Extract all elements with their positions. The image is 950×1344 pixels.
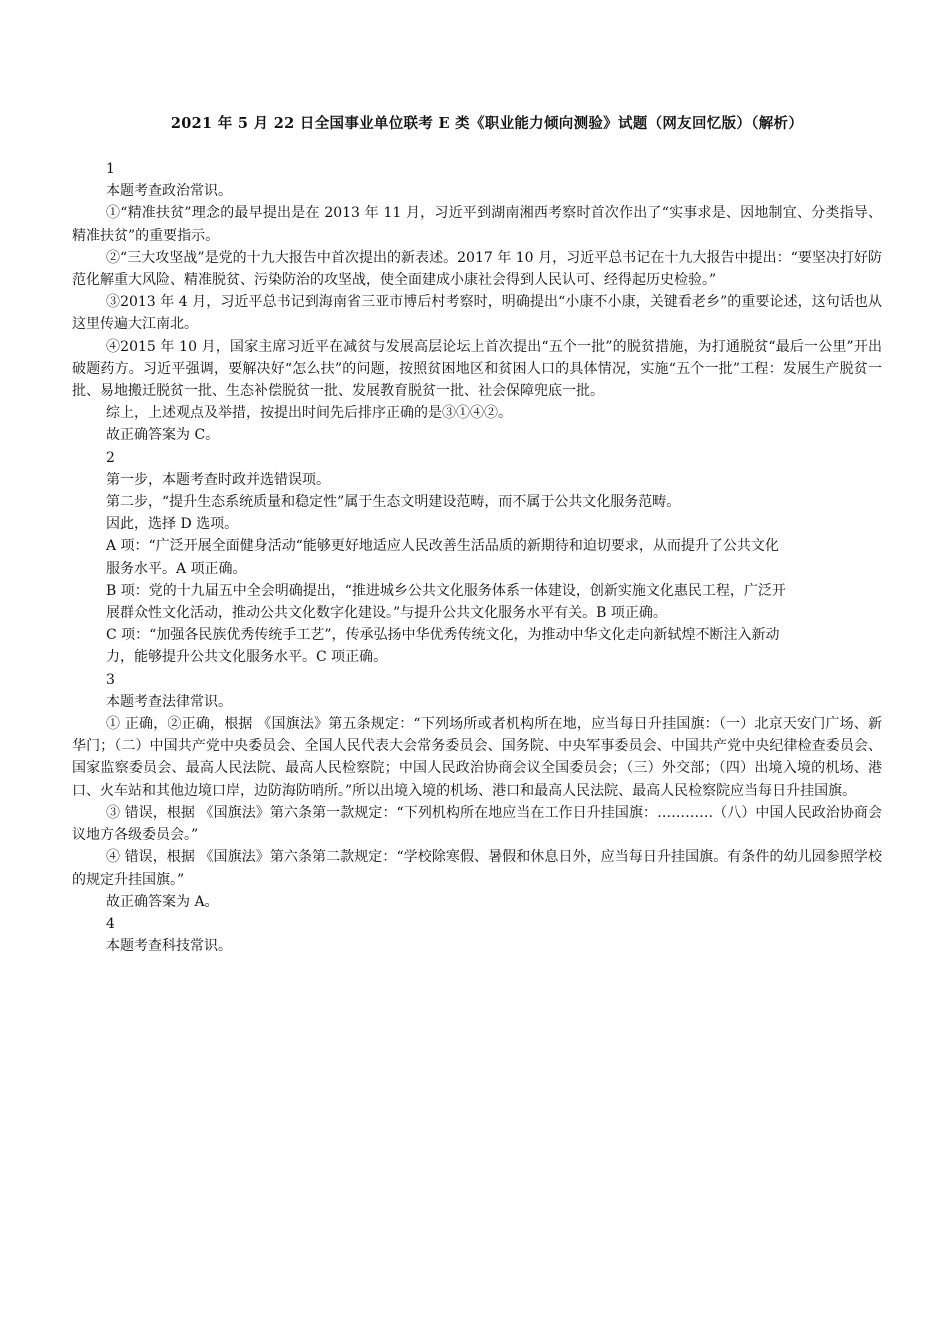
question-number: 4 [106, 915, 115, 932]
paragraph: ① 正确，②正确，根据 《国旗法》第五条规定：“下列场所或者机构所在地，应当每日升挂国旗：（一）北京天安门广场、新华门；（二）中国共产党中央委员会、全国人民代表大会常务委员会、国务院、中央军事委员会、中国共产党中央纪律检查委员会、国家监察委员会、最高人民法院、最高人民检察院；中国人民政治协商会议全国委员会；（三）外交部；（四）出境入境的机场、港口、火车站和其他边境口岸，边防海防哨所。”所以出境入境的机场、港口和最高人民法院、最高人民检察院应当每日升挂国旗。 [72, 716, 882, 799]
paragraph: ①“精准扶贫”理念的最早提出是在 2013 年 11 月，习近平到湖南湘西考察时首次作出了“实事求是、因地制宜、分类指导、精准扶贫”的重要指示。 [72, 205, 882, 244]
question-number: 1 [106, 161, 115, 177]
paragraph: ④ 错误，根据 《国旗法》第六条第二款规定：“学校除寒假、暑假和休息日外，应当每日升挂国旗。有条件的幼儿园参照学校的规定升挂国旗。” [72, 849, 882, 888]
paragraph: ④2015 年 10 月，国家主席习近平在减贫与发展高层论坛上首次提出“五个一批”的脱贫措施，为打通脱贫“最后一公里”开出破题药方。习近平强调，要解决好“怎么扶”的问题，按照贫困地区和贫困人口的具体情况，实施“五个一批”工程：发展生产脱贫一批、易地搬迁脱贫一批、生态补偿脱贫一批、发展教育脱贫一批、社会保障兜底一批。 [72, 338, 882, 400]
document-body [72, 158, 882, 957]
paragraph: 本题考查科技常识。 [106, 938, 232, 955]
answer-line: 故正确答案为 C。 [106, 427, 220, 444]
paragraph: 第二步，“提升生态系统质量和稳定性”属于生态文明建设范畴，而不属于公共文化服务范畴。 [106, 494, 681, 511]
paragraph: 因此，选择 D 选项。 [106, 516, 239, 533]
paragraph: ③ 错误，根据 《国旗法》第六条第一款规定：“下列机构所在地应当在工作日升挂国旗：…………（八）中国人民政治协商会议地方各级委员会。” [72, 804, 882, 844]
option-b-continuation: 展群众性文化活动，推动公共文化数字化建设。”与提升公共文化服务水平有关。B 项正确。 [106, 605, 667, 622]
option-a-line: A 项：“广泛开展全面健身活动“能够更好地适应人民改善生活品质的新期待和迫切要求，从而提升了公共文化 [106, 538, 779, 555]
document-title: 2021 年 5 月 22 日全国事业单位联考 E 类《职业能力倾向测验》试题（网友回忆版）（解析） [170, 115, 804, 132]
paragraph: ②“三大攻坚战”是党的十九大报告中首次提出的新表述。2017 年 10 月，习近平总书记在十九大报告中提出：“要坚决打好防范化解重大风险、精准脱贫、污染防治的攻坚战，使全面建成小康社会得到人民认可、经得起历史检验。” [72, 249, 882, 289]
question-number: 2 [106, 449, 115, 466]
paragraph: 本题考查法律常识。 [106, 693, 232, 710]
option-b-line: B 项：党的十九届五中全会明确提出，“推进城乡公共文化服务体系一体建设，创新实施文化惠民工程，广泛开 [106, 582, 786, 599]
answer-line: 故正确答案为 A。 [106, 893, 219, 910]
paragraph: ③2013 年 4 月，习近平总书记到海南省三亚市博后村考察时，明确提出“小康不小康，关键看老乡”的重要论述，这句话也从这里传遍大江南北。 [72, 294, 882, 333]
option-c-line: C 项：“加强各民族优秀传统手工艺”，传承弘扬中华优秀传统文化，为推动中华文化走向新轼煌不断注入新动 [106, 627, 780, 644]
question-number: 3 [106, 671, 115, 688]
option-a-continuation: 服务水平。A 项正确。 [106, 560, 247, 577]
paragraph: 综上，上述观点及举措，按提出时间先后排序正确的是③①④②。 [106, 405, 512, 422]
paragraph: 本题考查政治常识。 [106, 183, 232, 200]
option-c-continuation: 力，能够提升公共文化服务水平。C 项正确。 [106, 649, 388, 666]
paragraph: 第一步，本题考查时政并选错误项。 [106, 471, 330, 488]
